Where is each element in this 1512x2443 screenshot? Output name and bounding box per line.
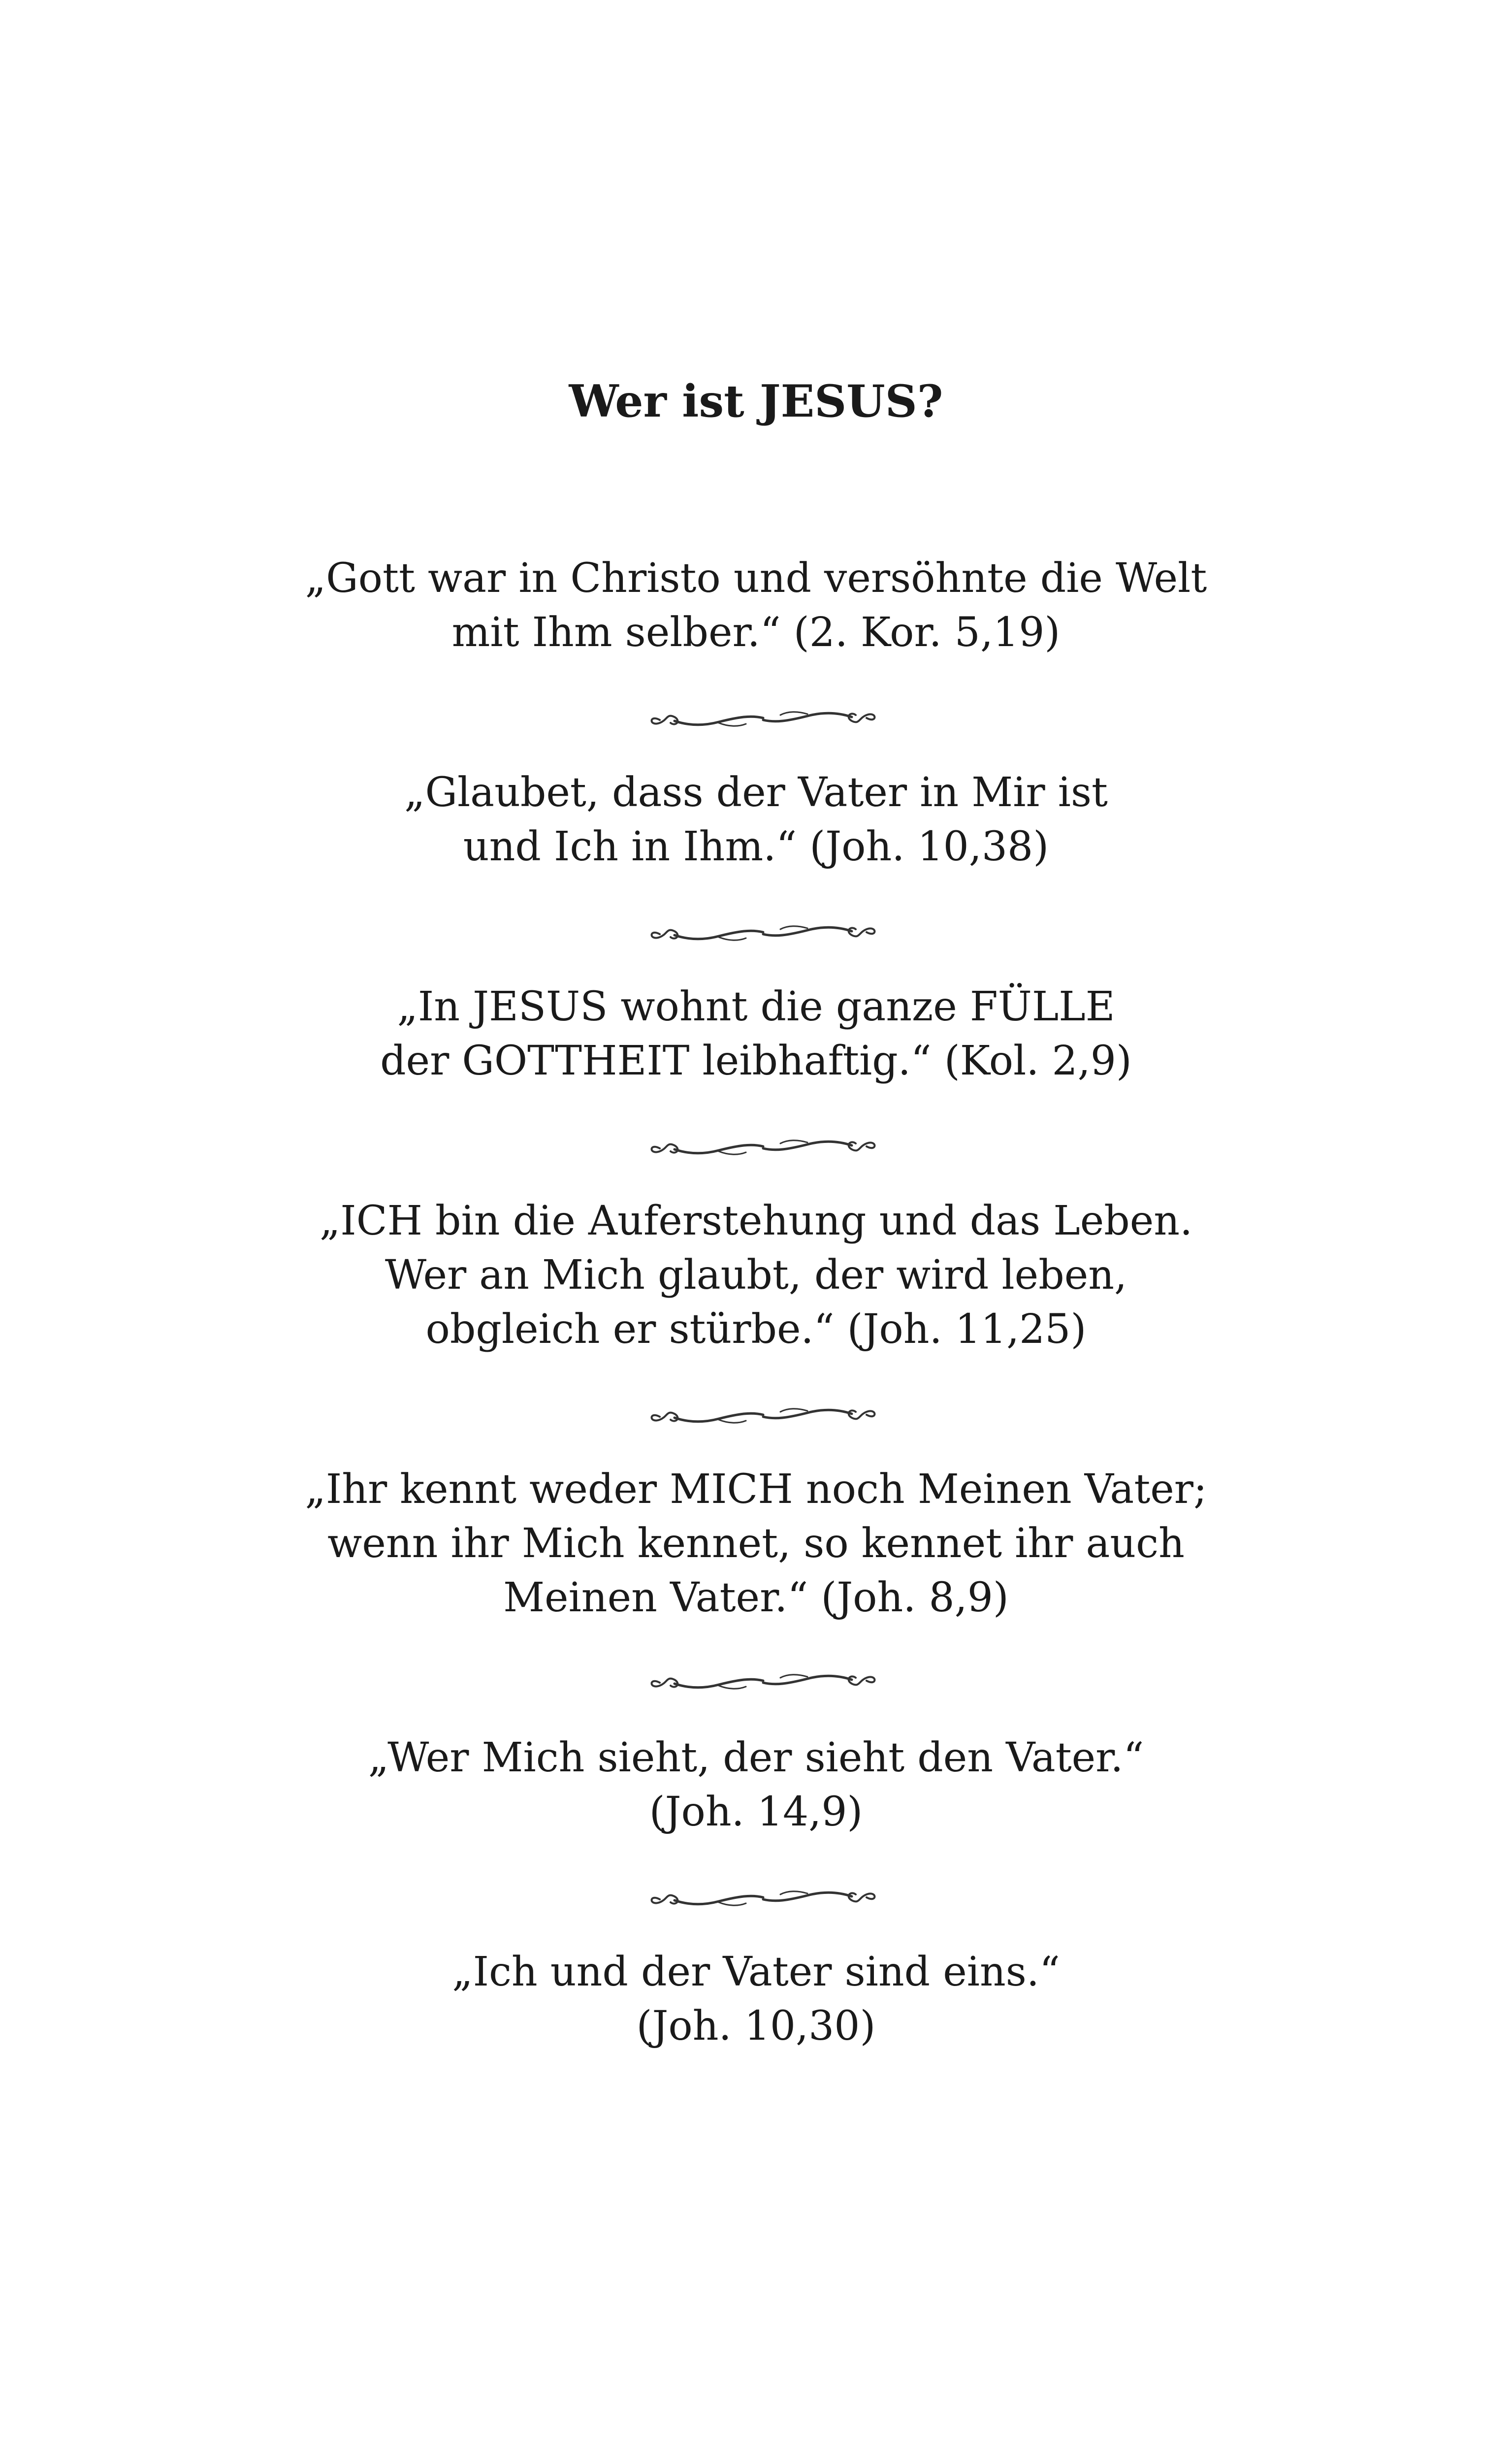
verse-line: und Ich in Ihm.“ (Joh. 10,38) [463, 823, 1049, 870]
page-title: Wer ist JESUS? [569, 375, 943, 427]
flourish-divider-icon [645, 918, 881, 948]
verse-line: „Wer Mich sieht, der sieht den Vater.“ [368, 1734, 1144, 1781]
verse-line: „In JESUS wohnt die ganze FÜLLE [397, 983, 1115, 1030]
verse-line: „Gott war in Christo und versöhnte die Welt [305, 555, 1207, 602]
verse-line: „Ich und der Vater sind eins.“ [452, 1949, 1060, 1995]
flourish-divider-icon [645, 1401, 881, 1431]
flourish-divider-icon [645, 1667, 881, 1696]
verse-line: obgleich er stürbe.“ (Joh. 11,25) [425, 1306, 1087, 1353]
verse-line: wenn ihr Mich kennet, so kennet ihr auch [327, 1520, 1185, 1567]
verse-1 [0, 552, 1512, 660]
verse-line: (Joh. 14,9) [649, 1789, 863, 1835]
verse-2 [0, 766, 1512, 874]
flourish-divider-icon [645, 704, 881, 734]
verse-line: der GOTTHEIT leibhaftig.“ (Kol. 2,9) [380, 1038, 1132, 1084]
verse-6 [0, 1731, 1512, 1839]
verse-line: Wer an Mich glaubt, der wird leben, [385, 1252, 1127, 1299]
verse-line: „ICH bin die Auferstehung und das Leben. [319, 1198, 1193, 1244]
verse-3 [0, 980, 1512, 1088]
flourish-divider-icon [645, 1884, 881, 1913]
verse-4 [0, 1194, 1512, 1357]
verse-line: „Glaubet, dass der Vater in Mir ist [404, 769, 1108, 816]
verse-line: mit Ihm selber.“ (2. Kor. 5,19) [451, 609, 1061, 656]
verse-7 [0, 1945, 1512, 2053]
verse-line: Meinen Vater.“ (Joh. 8,9) [503, 1574, 1009, 1621]
verse-line: (Joh. 10,30) [636, 2003, 876, 2050]
verse-line: „Ihr kennt weder MICH noch Meinen Vater; [305, 1466, 1207, 1513]
flourish-divider-icon [645, 1133, 881, 1162]
verse-5 [0, 1463, 1512, 1625]
